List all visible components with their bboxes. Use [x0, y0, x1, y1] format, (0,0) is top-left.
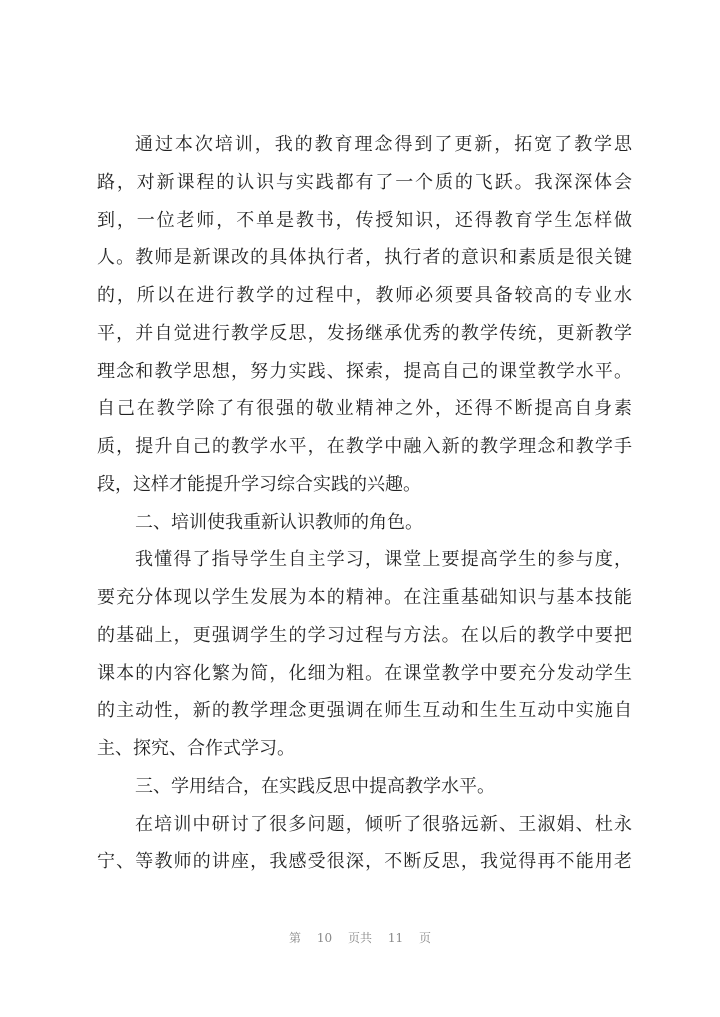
footer-suffix: 页	[418, 931, 431, 945]
footer-prefix: 第	[289, 931, 302, 945]
page-footer	[0, 929, 720, 946]
footer-middle: 页共	[347, 931, 372, 945]
paragraph-line: 路，对新课程的认识与实践都有了一个质的飞跃。我深深体会	[97, 171, 632, 193]
paragraph-line: 段，这样才能提升学习综合实践的兴趣。	[97, 473, 421, 495]
paragraph-line: 通过本次培训，我的教育理念得到了更新，拓宽了教学思	[135, 134, 632, 155]
paragraph-line: 要充分体现以学生发展为本的精神。在注重基础知识与基本技能	[97, 587, 632, 608]
paragraph-line: 的基础上，更强调学生的学习过程与方法。在以后的教学中要把	[97, 624, 632, 646]
paragraph-line: 在培训中研讨了很多问题，倾听了很骆远新、王淑娟、杜永	[135, 813, 632, 835]
paragraph-line: 到，一位老师，不单是教书，传授知识，还得教育学生怎样做	[97, 209, 632, 231]
section-heading: 二、培训使我重新认识教师的角色。	[135, 511, 423, 533]
paragraph-line: 课本的内容化繁为简，化细为粗。在课堂教学中要充分发动学生	[97, 662, 632, 684]
paragraph-line: 的，所以在进行教学的过程中，教师必须要具备较高的专业水	[97, 285, 632, 306]
paragraph-line: 宁、等教师的讲座，我感受很深，不断反思，我觉得再不能用老	[97, 851, 632, 873]
paragraph-line: 的主动性，新的教学理念更强调在师生互动和生生互动中实施自	[97, 700, 632, 722]
total-page-count: 11	[387, 931, 404, 945]
current-page-number: 10	[316, 931, 333, 945]
paragraph-line: 自己在教学除了有很强的敬业精神之外，还得不断提高自身素	[97, 398, 632, 420]
paragraph-line: 人。教师是新课改的具体执行者，执行者的意识和素质是很关键	[97, 247, 632, 269]
paragraph-line: 平，并自觉进行教学反思，发扬继承优秀的教学传统，更新教学	[97, 322, 632, 344]
section-heading: 三、学用结合，在实践反思中提高教学水平。	[135, 775, 495, 797]
paragraph-line: 我懂得了指导学生自主学习，课堂上要提高学生的参与度，	[135, 549, 632, 571]
paragraph-line: 质，提升自己的教学水平，在教学中融入新的教学理念和教学手	[97, 436, 632, 457]
paragraph-line: 理念和教学思想，努力实践、探索，提高自己的课堂教学水平。	[97, 360, 632, 382]
paragraph-line: 主、探究、合作式学习。	[97, 738, 295, 759]
